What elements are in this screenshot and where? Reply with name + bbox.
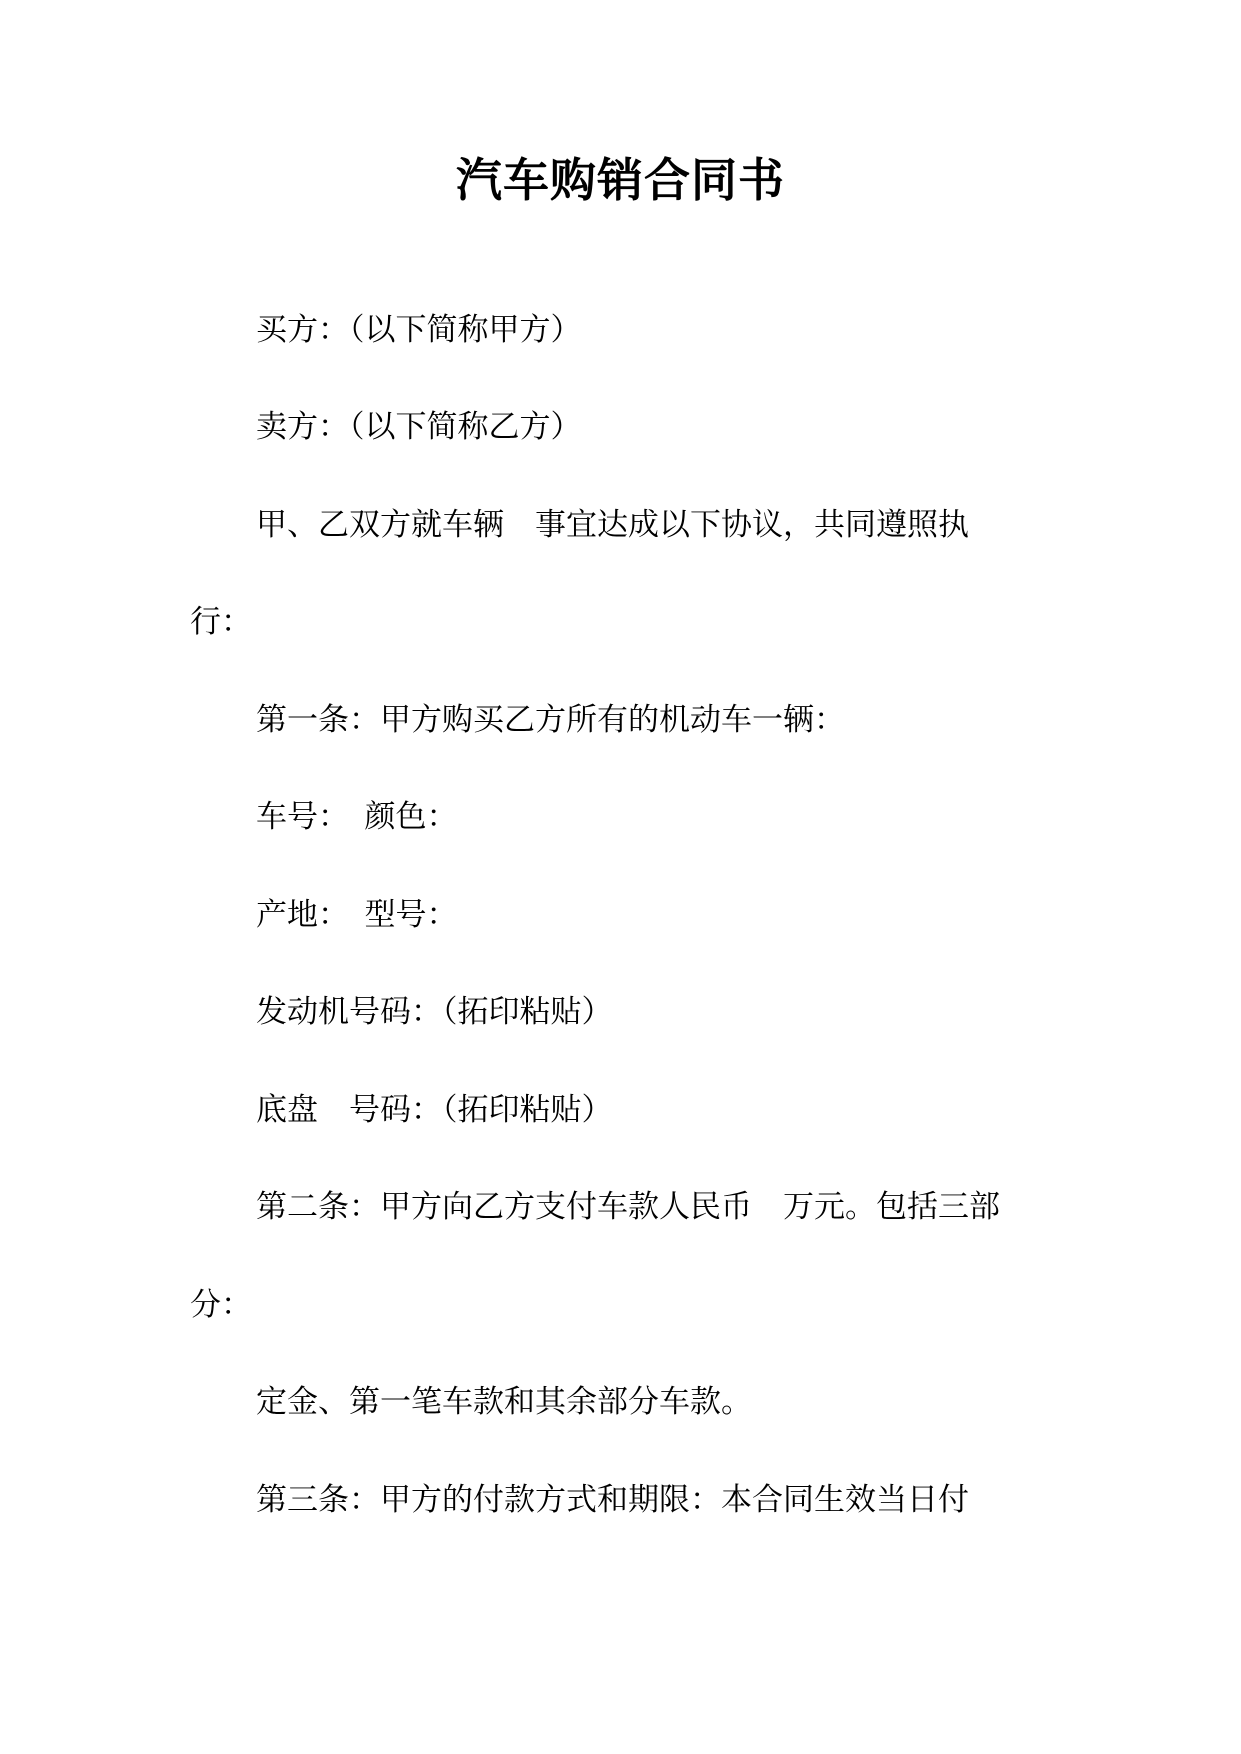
seller-line: 卖方：（以下简称乙方） xyxy=(256,409,582,445)
agreement-intro-line: 甲、乙双方就车辆 事宜达成以下协议，共同遵照执 xyxy=(256,507,969,543)
article-2-line: 第二条：甲方向乙方支付车款人民币 万元。包括三部 xyxy=(256,1189,1000,1225)
article-2-continuation: 分： xyxy=(190,1287,252,1323)
agreement-intro-continuation: 行： xyxy=(190,604,252,640)
article-3-line: 第三条：甲方的付款方式和期限：本合同生效当日付 xyxy=(256,1482,969,1518)
buyer-line: 买方：（以下简称甲方） xyxy=(256,312,582,348)
payment-parts-line: 定金、第一笔车款和其余部分车款。 xyxy=(256,1384,752,1420)
plate-color-line: 车号： 颜色： xyxy=(256,799,458,835)
article-1-line: 第一条：甲方购买乙方所有的机动车一辆： xyxy=(256,702,845,738)
engine-number-line: 发动机号码：（拓印粘贴） xyxy=(256,994,613,1030)
origin-model-line: 产地： 型号： xyxy=(256,897,458,933)
chassis-number-line: 底盘 号码：（拓印粘贴） xyxy=(256,1092,613,1128)
document-title: 汽车购销合同书 xyxy=(456,153,785,207)
